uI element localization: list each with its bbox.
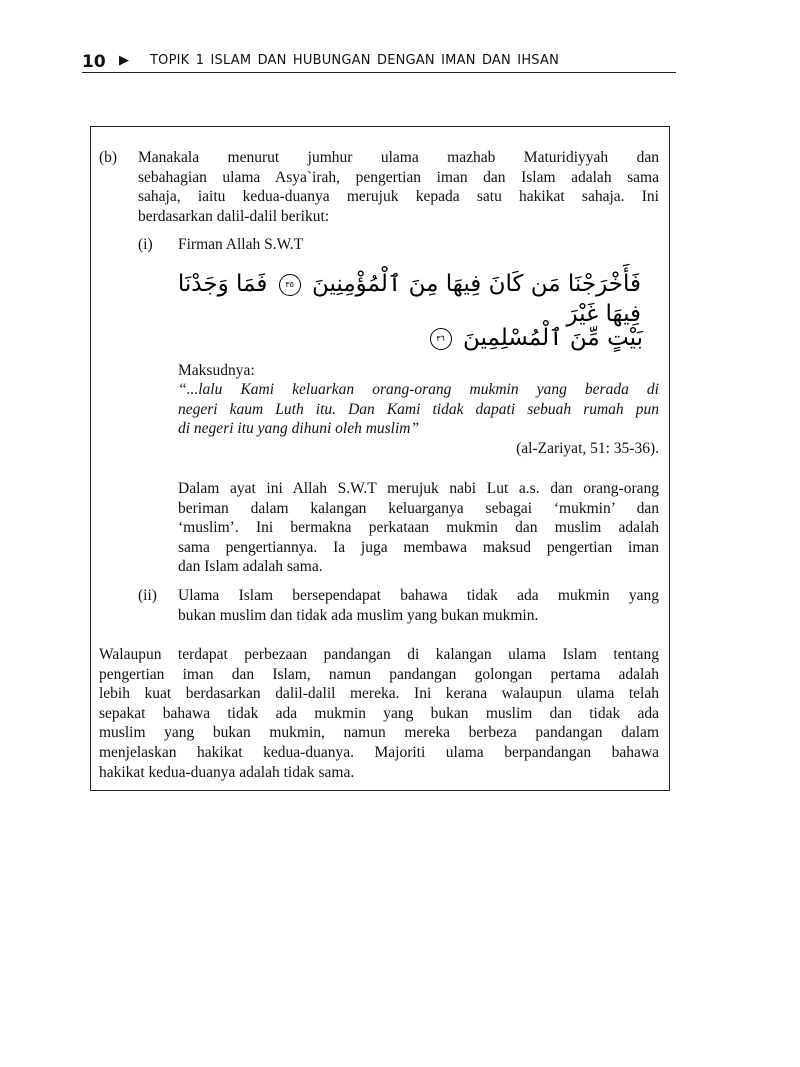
page-number: 10 bbox=[82, 52, 106, 72]
item-ii-line: Ulama Islam bersependapat bahawa tidak ada mukmin yang bbox=[178, 587, 659, 604]
conclusion-line: pengertian iman dan Islam, namun pandangan golongan pertama adalah bbox=[99, 665, 659, 683]
conclusion-line: muslim yang bukan mukmin, namun mereka berbeza pandangan dalam bbox=[99, 724, 659, 742]
running-title: TOPIK 1 ISLAM DAN HUBUNGAN DENGAN IMAN DAN IHSAN bbox=[150, 53, 560, 68]
translation-line: “...lalu Kami keluarkan orang-orang mukmin yang berada di bbox=[178, 381, 659, 398]
conclusion-paragraph bbox=[99, 645, 659, 782]
arabic-verse-text: بَيْتٍ مِّنَ ٱلْمُسْلِمِينَ bbox=[462, 325, 643, 351]
explanation-line: Dalam ayat ini Allah S.W.T merujuk nabi Lut a.s. dan orang-orang bbox=[178, 480, 659, 497]
arabic-verse-line-2 bbox=[171, 323, 643, 353]
translation-line: negeri kaum Luth itu. Dan Kami tidak dapati sebuah rumah pun bbox=[178, 400, 659, 418]
ayah-number-icon: ٣٥ bbox=[279, 274, 301, 296]
conclusion-line: Walaupun terdapat perbezaan pandangan di kalangan ulama Islam tentang bbox=[99, 646, 659, 663]
conclusion-line: hakikat kedua-duanya adalah tidak sama. bbox=[99, 763, 355, 781]
item-b-paragraph bbox=[138, 148, 659, 226]
maksudnya-label: Maksudnya: bbox=[178, 362, 255, 379]
arabic-verse-text: فَمَا وَجَدْنَا فِيهَا غَيْرَ bbox=[177, 271, 641, 327]
explanation-line: beriman dalam kalangan keluarganya sebagai ‘mukmin’ dan bbox=[178, 499, 659, 517]
item-b-line: Manakala menurut jumhur ulama mazhab Maturidiyyah dan bbox=[138, 149, 659, 166]
item-b-line: sahaja, iaitu kedua-duanya merujuk kepada satu hakikat sahaja. Ini bbox=[138, 188, 659, 206]
item-ii-marker: (ii) bbox=[138, 587, 157, 604]
arabic-verse-text: فَأَخْرَجْنَا مَن كَانَ فِيهَا مِنَ ٱلْمُؤْمِنِينَ bbox=[311, 271, 641, 297]
arrow-right-icon: ▶ bbox=[119, 53, 129, 68]
arabic-verse-line-1 bbox=[171, 269, 641, 329]
item-b-line: sebahagian ulama Asya`irah, pengertian iman dan Islam adalah sama bbox=[138, 168, 659, 186]
explanation-paragraph bbox=[178, 479, 659, 577]
item-b-marker: (b) bbox=[99, 149, 118, 166]
conclusion-line: sepakat bahawa tidak ada mukmin yang bukan muslim dan tidak ada bbox=[99, 704, 659, 722]
citation: (al-Zariyat, 51: 35-36). bbox=[516, 439, 659, 457]
content-box bbox=[90, 126, 670, 791]
firman-label: Firman Allah S.W.T bbox=[178, 236, 304, 253]
conclusion-line: lebih kuat berdasarkan dalil-dalil mereka. Ini kerana walaupun ulama telah bbox=[99, 685, 659, 703]
running-header bbox=[82, 50, 676, 73]
explanation-line: sama pengertiannya. Ia juga membawa maksud pengertian iman bbox=[178, 538, 659, 556]
translation-line: di negeri itu yang dihuni oleh muslim” bbox=[178, 420, 420, 438]
explanation-line: ‘muslim’. Ini bermakna perkataan mukmin dan muslim adalah bbox=[178, 519, 659, 537]
item-b-line: berdasarkan dalil-dalil berikut: bbox=[138, 207, 330, 225]
item-ii-line: bukan muslim dan tidak ada muslim yang bukan mukmin. bbox=[178, 606, 539, 624]
item-ii-paragraph bbox=[178, 586, 659, 625]
translation-quote bbox=[178, 380, 659, 458]
ayah-number-icon: ٣٦ bbox=[430, 328, 452, 350]
item-i-marker: (i) bbox=[138, 236, 153, 253]
conclusion-line: menjelaskan hakikat kedua-duanya. Majoriti ulama berpandangan bahawa bbox=[99, 743, 659, 761]
explanation-line: dan Islam adalah sama. bbox=[178, 558, 323, 576]
